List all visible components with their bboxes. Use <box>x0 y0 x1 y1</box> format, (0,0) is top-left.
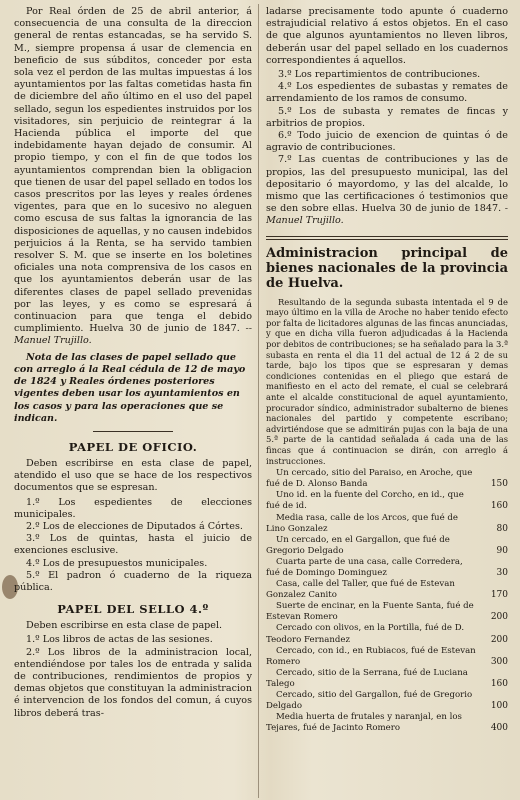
section-double-rule <box>266 236 508 240</box>
property-description: Casa, calle del Taller, que fué de Estevan Gonzalez Canito <box>266 579 455 601</box>
royal-order-text <box>14 6 252 348</box>
papel-oficio-list <box>14 497 252 595</box>
property-item <box>266 646 508 668</box>
property-item <box>266 513 508 535</box>
property-description: Cercado, sitio de la Serrana, fué de Luciana Talego <box>266 667 468 689</box>
signature: -Manuel Trujillo. <box>266 203 508 227</box>
property-amount: 30 <box>496 568 508 578</box>
papel-sello-list <box>14 634 252 719</box>
list-item: 3.º Los de quintas, hasta el juicio de exenciones esclusive. <box>14 533 252 557</box>
property-amount: 150 <box>490 479 508 490</box>
heading-papel-oficio: PAPEL DE OFICIO. <box>68 439 198 454</box>
property-amount: 400 <box>490 723 508 734</box>
list-item: 1.º Los espedientes de elecciones municipales. <box>14 496 252 520</box>
property-item <box>266 557 508 579</box>
property-item <box>266 712 508 734</box>
list-item: 2.º Los de elecciones de Diputados á Córtes. <box>26 520 243 532</box>
auction-intro: Resultando de la segunda subasta intentada el 9 de mayo último en la villa de Aroche no haber tenido efecto por falta de licitadores algunas de las fincas anunciadas, y que en dicha villa fueron adjudicadas á la Hacienda por debitos de contribuciones; se ha señalado para la 3.ª subasta en renta el dia 11 del actual de 12 á 2 de su tarde, bajo los tipos que se espresaran y demas condiciones contenidas en el pliego que estará de manifiesto en el acto del remate, el cual se celebrará ante el alcalde constitucional de aquel ayuntamiento, procurador síndico, administrador subalterno de bienes nacionales del partido y competente escribano; advirtiéndose que se admitirán pujas con la baja de una 5.ª parte de la cantidad señalada á cada una de las fincas que á continuacion se dirán, con arreglo á instrucciones. <box>266 296 508 466</box>
papel-sello-intro: Deben escribirse en esta clase de papel. <box>26 620 223 632</box>
property-description: Cercado con olivos, en la Portilla, fué de D. Teodoro Fernandez <box>266 623 465 645</box>
column-divider <box>258 4 259 798</box>
list-item: 5.º Los de subasta y remates de fincas y arbitrios de propios. <box>266 105 508 129</box>
heading-papel-sello: PAPEL DEL SELLO 4.º <box>57 602 209 617</box>
list-item <box>266 154 508 227</box>
property-description: Un cercado, sitio del Paraiso, en Aroche, que fué de D. Alonso Banda <box>266 468 473 490</box>
property-amount: 160 <box>490 501 508 512</box>
property-item <box>266 579 508 601</box>
property-amount: 100 <box>490 701 508 712</box>
list-item: 6.º Todo juicio de exencion de quintas ó de agravio de contribuciones. <box>266 130 508 154</box>
list-item: 2.º Los libros de la administracion local, entendiéndose por tales los de entrada y salida de contribuciones, rendimientos de propios y demas objetos que constituyan la administracion é intervencion de los fondos del comun, á cuyos libros deberá tras- <box>14 646 252 719</box>
list-item: 5.º El padron ó cuaderno de la riqueza pública. <box>14 569 252 593</box>
property-item <box>266 535 508 557</box>
note-paragraph: Nota de las clases de papel sellado que con arreglo á la Real cédula de 12 de mayo de 1824 y Reales órdenes posteriores vigentes deben usar los ayuntamientos en los casos y para las operaciones que se indican. <box>14 351 246 424</box>
properties-list <box>266 468 508 734</box>
property-amount: 300 <box>490 656 508 667</box>
property-item <box>266 490 508 512</box>
property-description: Cercado, sitio del Gargallon, fué de Gregorio Delgado <box>266 690 473 712</box>
property-description: Media rasa, calle de los Arcos, que fué de Lino Gonzalez <box>266 512 459 534</box>
continuation-text: ladarse precisamente todo apunte ó cuaderno estrajudicial relativo á estos objetos. En el caso de que algunos ayuntamientos no lleven libros, deberán usar del papel sellado en los cuadernos correspondientes á aquellos. <box>266 6 508 66</box>
royal-order-body: Por Real órden de 25 de abril anterior, á consecuencia de una consulta de la direccion general de rentas estancadas, se ha servido S. M., siempre propensa á usar de clemencia en beneficio de sus súbditos, conceder por esta sola vez el perdon de las multas impuestas á los ayuntamientos por las faltas cometidas hasta fin de diciembre del año último en el uso del papel sellado, segun los espedientes instruidos por los visitadores, sin perjuicio de reintegrar á la Hacienda pública el importe del que indebidamente hayan dejado de consumir. Al propio tiempo, y con el fin de que todos los ayuntamientos comprendan bien la obligacion que tienen de usar del papel sellado en todos los casos prescritos por las leyes y reales órdenes vigentes, para que en lo sucesivo no aleguen como escusa de sus faltas la ignorancia de las disposiciones de aquellas, y no causen indebidos perjuicios á la Renta, se ha servido tambien resolver S. M. que se inserte en los boletines oficiales una nota comprensiva de los casos en que los ayuntamientos deberán usar de las diferentes clases de papel sellado prevenidas por las leyes, y es como se espresará á continuacion para que tenga el debido cumplimiento. Huelva 30 de junio de 1847. <box>14 6 252 335</box>
property-amount: 200 <box>490 634 508 645</box>
list-item: 4.º Los de presupuestos municipales. <box>26 557 208 569</box>
separator-rule <box>93 431 173 432</box>
property-item <box>266 468 508 490</box>
property-item <box>266 601 508 623</box>
property-item <box>266 690 508 712</box>
admin-section-title: Administracion principal de bienes nacionales de la provincia de Huelva. <box>266 245 508 291</box>
property-description: Suerte de encinar, en la Fuente Santa, fué de Estevan Romero <box>266 601 474 623</box>
property-amount: 160 <box>490 678 508 689</box>
papel-sello-list-continued <box>266 69 508 228</box>
property-description: Un cercado, en el Gargallon, que fué de Gregorio Delgado <box>266 534 450 556</box>
property-description: Cuarta parte de una casa, calle Corredera, fué de Domingo Dominguez <box>266 556 463 578</box>
left-column <box>14 6 252 796</box>
property-amount: 80 <box>496 523 508 534</box>
papel-oficio-intro: Deben escribirse en esta clase de papel, atendido el uso que se hace de los respectivos documentos que se espresan. <box>14 457 252 494</box>
list-item: 1.º Los libros de actas de las sesiones. <box>26 634 213 646</box>
property-amount: 170 <box>490 590 508 601</box>
signature: --Manuel Trujillo. <box>14 323 252 347</box>
property-item <box>266 668 508 690</box>
list-item: 3.º Los repartimientos de contribuciones. <box>278 69 481 81</box>
property-amount: 90 <box>496 545 508 556</box>
property-item <box>266 623 508 645</box>
property-description: Uno id. en la fuente del Corcho, en id., que fué de id. <box>266 490 464 512</box>
property-description: Media huerta de frutales y naranjal, en los Tejares, fué de Jacinto Romero <box>266 712 462 734</box>
list-item: 4.º Los espedientes de subastas y remates de arrendamiento de los ramos de consumo. <box>266 81 508 105</box>
property-description: Cercado, con id., en Rubiacos, fué de Estevan Romero <box>266 645 476 667</box>
item7-text: 7.º Las cuentas de contribuciones y las de propios, las del presupuesto municipal, las del depositario ó mayordomo, y las del alcalde, lo mismo que las certificaciones ó testimonios que se den sobre ellas. Huelva 30 de junio de 1847. <box>266 154 508 215</box>
right-column <box>266 6 508 796</box>
property-amount: 200 <box>490 612 508 623</box>
